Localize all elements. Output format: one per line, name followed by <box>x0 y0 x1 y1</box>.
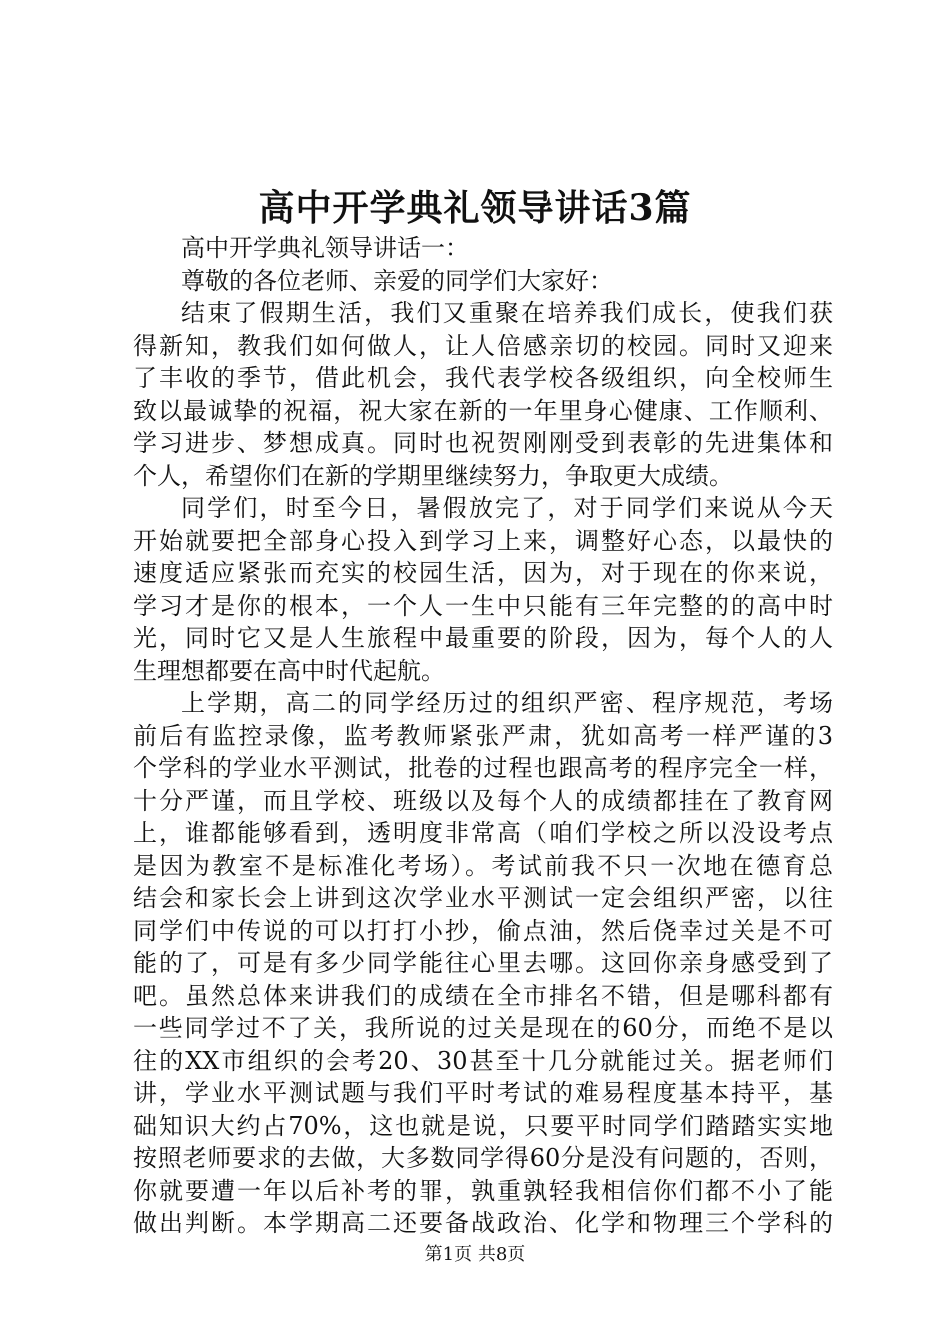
paragraph-line: 尊敬的各位老师、亲爱的同学们大家好： <box>181 266 613 295</box>
paragraph-line: 做出判断。本学期高二还要备战政治、化学和物理三个学科的 <box>133 1209 833 1237</box>
paragraph-line: 结会和家长会上讲到这次学业水平测试一定会组织严密，以往 <box>133 884 833 912</box>
paragraph-line: 往的XX市组织的会考20、30甚至十几分就能过关。据老师们 <box>133 1046 833 1075</box>
paragraph-line: 了丰收的季节，借此机会，我代表学校各级组织，向全校师生 <box>133 364 833 392</box>
paragraph-line: 一些同学过不了关，我所说的过关是现在的60分，而绝不是以 <box>133 1014 833 1042</box>
paragraph-line: 能的了，可是有多少同学能往心里去哪。这回你亲身感受到了 <box>133 949 833 977</box>
paragraph-line: 同学们中传说的可以打打小抄，偷点油，然后侥幸过关是不可 <box>133 916 833 945</box>
paragraph-line: 开始就要把全部身心投入到学习上来，调整好心态，以最快的 <box>133 526 833 555</box>
paragraph-line: 结束了假期生活，我们又重聚在培养我们成长，使我们获 <box>181 299 833 327</box>
paragraph-line: 速度适应紧张而充实的校园生活，因为，对于现在的你来说， <box>133 559 833 587</box>
paragraph-line: 生理想都要在高中时代起航。 <box>133 656 445 685</box>
paragraph-line: 讲，学业水平测试题与我们平时考试的难易程度基本持平，基 <box>133 1079 833 1107</box>
paragraph-line: 学习才是你的根本，一个人一生中只能有三年完整的的高中时 <box>133 591 833 620</box>
paragraph-line: 得新知，教我们如何做人，让人倍感亲切的校园。同时又迎来 <box>133 331 833 360</box>
paragraph-line: 吧。虽然总体来讲我们的成绩在全市排名不错，但是哪科都有 <box>133 981 833 1010</box>
paragraph-line: 学习进步、梦想成真。同时也祝贺刚刚受到表彰的先进集体和 <box>133 429 833 457</box>
paragraph-line: 致以最诚挚的祝福，祝大家在新的一年里身心健康、工作顺利、 <box>133 396 833 425</box>
paragraph-line: 十分严谨，而且学校、班级以及每个人的成绩都挂在了教育网 <box>133 786 833 815</box>
paragraph-line: 上学期，高二的同学经历过的组织严密、程序规范，考场 <box>181 689 833 717</box>
paragraph-line: 高中开学典礼领导讲话一： <box>181 234 469 262</box>
page-number: 第1页 共8页 <box>424 1244 526 1265</box>
paragraph-line: 个学科的学业水平测试，批卷的过程也跟高考的程序完全一样， <box>133 754 833 782</box>
page-title: 高中开学典礼领导讲话3篇 <box>258 187 692 229</box>
paragraph-line: 个人，希望你们在新的学期里继续努力，争取更大成绩。 <box>133 461 733 490</box>
document-body <box>133 232 833 1240</box>
paragraph-line: 同学们，时至今日，暑假放完了，对于同学们来说从今天 <box>181 494 833 522</box>
paragraph-line: 是因为教室不是标准化考场）。考试前我不只一次地在德育总 <box>133 851 833 880</box>
paragraph-line: 础知识大约占70%，这也就是说，只要平时同学们踏踏实实地 <box>133 1111 833 1140</box>
paragraph-line: 你就要遭一年以后补考的罪，孰重孰轻我相信你们都不小了能 <box>133 1176 833 1205</box>
paragraph-line: 上，谁都能够看到，透明度非常高（咱们学校之所以没设考点 <box>133 819 833 847</box>
paragraph-line: 前后有监控录像，监考教师紧张严肃，犹如高考一样严谨的3 <box>133 721 833 750</box>
paragraph-line: 按照老师要求的去做，大多数同学得60分是没有问题的，否则， <box>133 1144 833 1172</box>
paragraph-line: 光，同时它又是人生旅程中最重要的阶段，因为，每个人的人 <box>133 624 833 652</box>
